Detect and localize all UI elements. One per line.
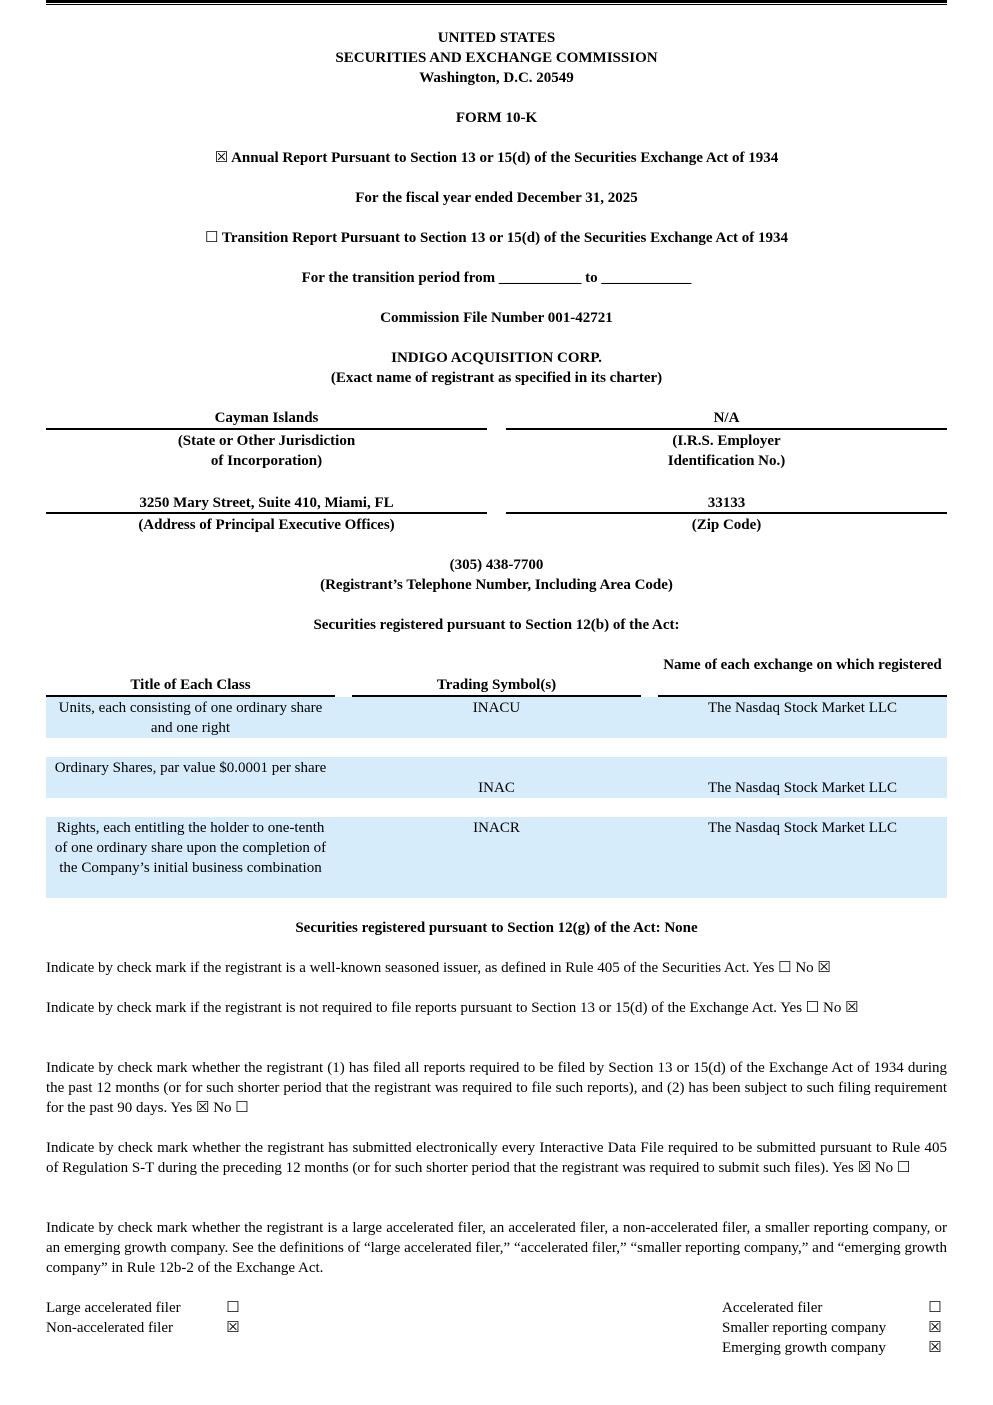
address-caption: (Address of Principal Executive Offices) (138, 517, 395, 533)
registrant-name-caption: (Exact name of registrant as specified in its charter) (330, 370, 663, 386)
smaller-reporting-company-checkbox[interactable]: ☒ (928, 1320, 942, 1336)
transition-report-line (46, 228, 947, 248)
exchange-name: The Nasdaq Stock Market LLC (707, 820, 898, 836)
exchange-name: The Nasdaq Stock Market LLC (707, 700, 898, 716)
filer-status-question: Indicate by check mark whether the registrant is a large accelerated filer, an accelerated filer, a non-accelerated filer, a smaller reporting company, or an emerging growth company. See the definitions of “large accelerated filer,” “accelerated filer,” “smaller reporting company,” and “emerging growth company” in Rule 12b-2 of the Exchange Act. (46, 1220, 947, 1276)
interactive-data-question: Indicate by check mark whether the registrant has submitted electronically every Interactive Data File required to be submitted pursuant to Rule 405 of Regulation S-T during the preceding 12 months (or for such shorter period that the registrant was required to submit such files). Yes ☒ No ☐ (46, 1140, 947, 1176)
phone-caption: (Registrant’s Telephone Number, Including Area Code) (320, 577, 673, 593)
fiscal-year: For the fiscal year ended December 31, 2025 (355, 190, 638, 206)
irs-caption-2: Identification No.) (667, 453, 786, 469)
zip-caption: (Zip Code) (691, 517, 762, 533)
security-title: Ordinary Shares, par value $0.0001 per share (54, 760, 327, 776)
non-accelerated-filer-label: Non-accelerated filer (46, 1320, 173, 1336)
form-title: FORM 10-K (455, 110, 538, 126)
transition-period: For the transition period from ___________ to ____________ (301, 270, 692, 286)
trading-symbol: INACR (473, 820, 520, 836)
annual-report-text: Annual Report Pursuant to Section 13 or 15(d) of the Securities Exchange Act of 1934 (231, 150, 779, 166)
trading-symbol: INAC (478, 780, 515, 796)
annual-report-line (46, 148, 947, 168)
jurisdiction-caption-1: (State or Other Jurisdiction (177, 433, 356, 449)
commission-file-number: Commission File Number 001-42721 (380, 310, 613, 326)
header-line-3: Washington, D.C. 20549 (419, 70, 574, 86)
irs-rule (506, 428, 947, 430)
trading-symbol: INACU (472, 700, 521, 716)
accelerated-filer-checkbox[interactable]: ☐ (928, 1300, 942, 1316)
address-value: 3250 Mary Street, Suite 410, Miami, FL (139, 495, 394, 511)
header-line-2: SECURITIES AND EXCHANGE COMMISSION (335, 50, 658, 66)
emerging-growth-company-label: Emerging growth company (722, 1340, 886, 1356)
section-12b-heading: Securities registered pursuant to Section 12(b) of the Act: (313, 617, 680, 633)
jurisdiction-rule (46, 428, 487, 430)
registrant-name: INDIGO ACQUISITION CORP. (391, 350, 602, 366)
top-double-rule (46, 0, 947, 5)
section-12g: Securities registered pursuant to Section 12(g) of the Act: None (295, 920, 698, 936)
filed-reports-question: Indicate by check mark whether the registrant (1) has filed all reports required to be filed by Section 13 or 15(d) of the Exchange Act of 1934 during the past 12 months (or for such shorter period that the registrant was required to file such reports), and (2) has been subject to such filing requirement for the past 90 days. Yes ☒ No ☐ (46, 1060, 947, 1116)
transition-report-text: Transition Report Pursuant to Section 13 or 15(d) of the Securities Exchange Act of 1934 (221, 230, 788, 246)
not-required-question: Indicate by check mark if the registrant is not required to file reports pursuant to Section 13 or 15(d) of the Exchange Act. Yes ☐ No ☒ (46, 1000, 859, 1016)
wksi-question: Indicate by check mark if the registrant is a well-known seasoned issuer, as defined in Rule 405 of the Securities Act. Yes ☐ No ☒ (46, 960, 831, 976)
column-header-exchange: Name of each exchange on which registered (663, 657, 942, 673)
zip-value: 33133 (707, 495, 746, 511)
transition-report-checkbox[interactable]: ☐ (204, 230, 219, 246)
jurisdiction-value: Cayman Islands (214, 410, 319, 426)
accelerated-filer-label: Accelerated filer (722, 1300, 823, 1316)
address-rule (46, 512, 487, 514)
security-title: Units, each consisting of one ordinary share and one right (58, 700, 323, 736)
jurisdiction-caption-2: of Incorporation) (210, 453, 323, 469)
smaller-reporting-company-label: Smaller reporting company (722, 1320, 887, 1336)
header-line-1: UNITED STATES (437, 30, 556, 46)
irs-caption-1: (I.R.S. Employer (672, 433, 781, 449)
zip-rule (506, 512, 947, 514)
emerging-growth-company-checkbox[interactable]: ☒ (928, 1340, 942, 1356)
large-accelerated-filer-checkbox[interactable]: ☐ (226, 1300, 240, 1316)
non-accelerated-filer-checkbox[interactable]: ☒ (226, 1320, 240, 1336)
exchange-name: The Nasdaq Stock Market LLC (707, 780, 898, 796)
annual-report-checkbox[interactable]: ☒ (214, 150, 229, 166)
phone-value: (305) 438-7700 (449, 557, 544, 573)
large-accelerated-filer-label: Large accelerated filer (46, 1300, 181, 1316)
irs-value: N/A (713, 410, 740, 426)
security-title: Rights, each entitling the holder to one-tenth of one ordinary share upon the completion of the Company’s initial business combination (54, 820, 327, 876)
column-header-symbol: Trading Symbol(s) (436, 677, 557, 693)
column-header-title: Title of Each Class (130, 677, 251, 693)
